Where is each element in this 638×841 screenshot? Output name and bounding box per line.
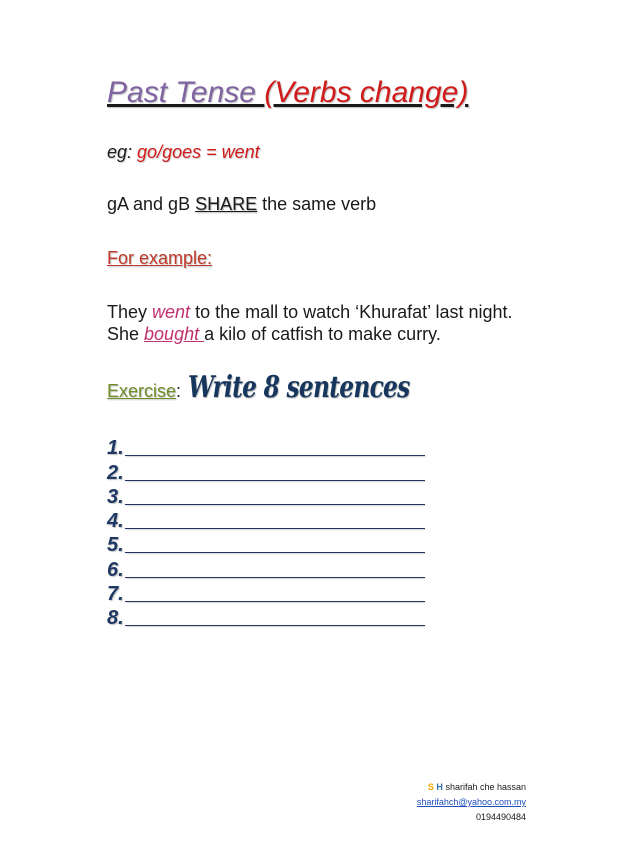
sentence-2-before: She — [107, 324, 145, 344]
rule-before: gA and gB — [107, 194, 196, 214]
answer-number: 2. — [107, 461, 124, 484]
answer-number: 5. — [107, 534, 124, 557]
exercise-colon: : — [176, 381, 182, 401]
author-footer — [417, 780, 526, 825]
sentence-1-after: to the mall to watch ‘Khurafat’ last night. — [190, 302, 513, 322]
example-sentence-1 — [107, 302, 513, 323]
rule-line — [107, 194, 376, 215]
rule-share: SHARE — [195, 194, 258, 214]
logo-h: H — [436, 782, 443, 792]
title-past-tense: Past Tense — [107, 76, 256, 109]
answer-line[interactable] — [107, 509, 425, 533]
answer-line[interactable] — [107, 460, 425, 484]
author-name: sharifah che hassan — [445, 782, 526, 792]
answer-line[interactable] — [107, 436, 425, 460]
answer-line[interactable] — [107, 557, 425, 581]
answer-blank[interactable] — [125, 504, 425, 505]
title-verbs-change: (Verbs change) — [264, 76, 469, 109]
answer-number: 3. — [107, 485, 124, 508]
author-email-link[interactable]: sharifahch@yahoo.com.my — [416, 797, 526, 807]
answer-blank[interactable] — [125, 601, 425, 602]
sentence-2-after: a kilo of catfish to make curry. — [204, 324, 441, 344]
answer-line[interactable] — [107, 533, 425, 557]
sentence-1-before: They — [107, 302, 153, 322]
example-text: go/goes = went — [137, 142, 260, 162]
page-title — [107, 76, 468, 110]
answer-number: 4. — [107, 510, 124, 533]
rule-after: the same verb — [257, 194, 377, 214]
logo-s: S — [427, 782, 434, 792]
answer-line[interactable] — [107, 606, 425, 630]
exercise-instruction: Write 8 sentences — [187, 370, 410, 405]
for-example-heading: For example: — [107, 248, 213, 268]
example-sentence-2 — [107, 324, 441, 345]
answer-number: 6. — [107, 558, 124, 581]
answer-number: 8. — [107, 607, 124, 630]
answer-number: 1. — [107, 437, 124, 460]
answer-blank[interactable] — [125, 577, 425, 578]
answer-blank[interactable] — [125, 528, 425, 529]
answer-line[interactable] — [107, 582, 425, 606]
example-line — [107, 142, 260, 163]
answer-number: 7. — [107, 583, 124, 606]
exercise-label: Exercise — [107, 381, 177, 401]
answer-blank[interactable] — [125, 552, 425, 553]
answer-blank[interactable] — [125, 480, 425, 481]
author-phone: 0194490484 — [475, 812, 526, 822]
author-name-row — [417, 780, 526, 795]
answer-line[interactable] — [107, 485, 425, 509]
answer-blank[interactable] — [125, 455, 425, 456]
example-label: eg: — [107, 142, 133, 162]
answer-blank[interactable] — [125, 625, 425, 626]
sentence-2-verb: bought — [144, 324, 205, 344]
sentence-1-verb: went — [152, 302, 191, 322]
exercise-row — [107, 370, 472, 405]
answer-lines — [107, 436, 425, 630]
